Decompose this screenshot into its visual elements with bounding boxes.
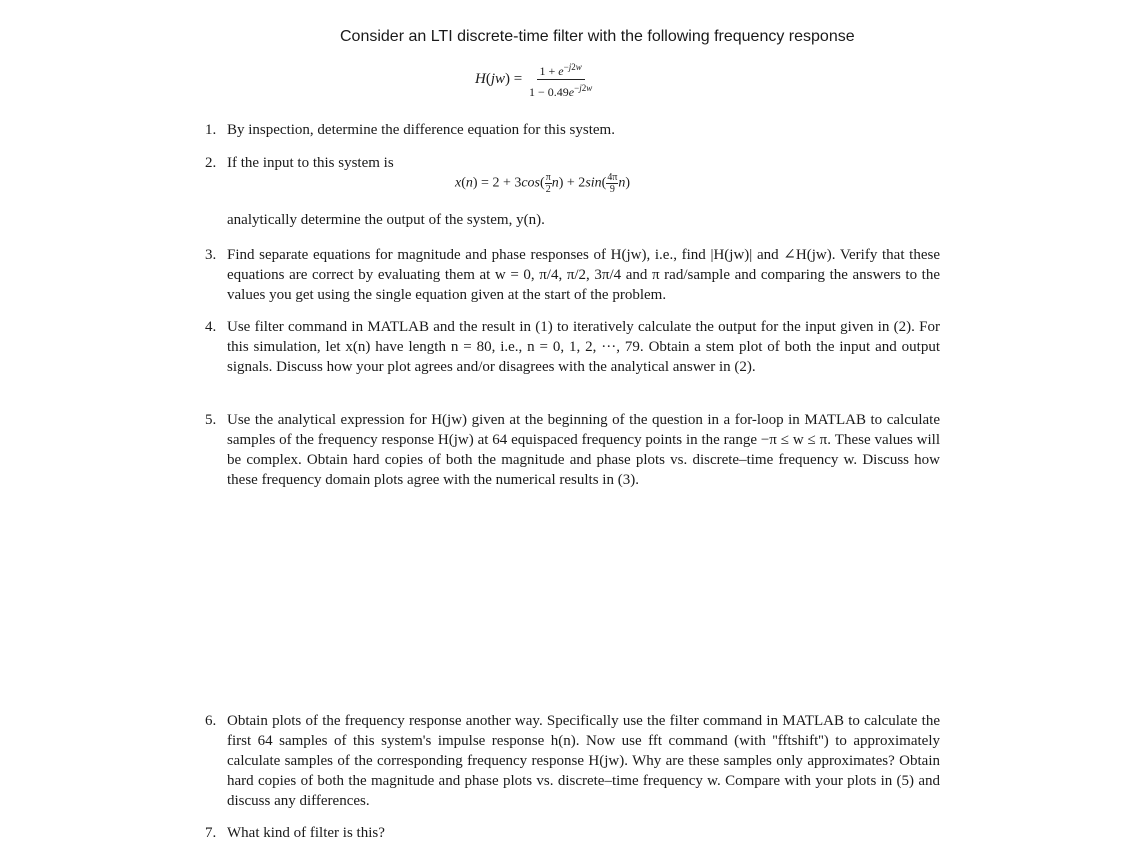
tf-num-exp: −j2w [563, 62, 582, 72]
question-number: 6. [205, 713, 217, 729]
question-number: 5. [205, 412, 217, 428]
question-text: By inspection, determine the difference equation for this system. [227, 122, 615, 138]
question-text: What kind of filter is this? [227, 825, 385, 841]
question-number: 2. [205, 155, 217, 171]
input-signal-equation: x(n) = 2 + 3cos( $\frac{\pi}{2}$ n) + 2sin( $\frac{4\pi}{9}$ n) [455, 172, 631, 195]
question-text: Use filter command in MATLAB and the result in (1) to iteratively calculate the output for the input given in (2). For this simulation, let x(n) have length n = 80, i.e., n = 0, 1, 2, ···, 79. Obtain a stem plot of both the input and output signals. Discuss how your plot agrees and/or disagrees with the analytical answer in (2). [227, 319, 940, 375]
question-text: If the input to this system is [227, 155, 394, 171]
question-text: Obtain plots of the frequency response another way. Specifically use the filter command in MATLAB to calculate the first 64 samples of this system's impulse response h(n). Now use fft command (with ''fftshift'') to approximately calculate samples of the corresponding frequency response H(jw). Why are these samples only approximates? Obtain hard copies of both the magnitude and phase plots vs. discrete–time frequency w. Compare with your plots in (5) and discuss any differences. [227, 713, 940, 809]
question-number: 7. [205, 825, 217, 841]
question-2-followup: analytically determine the output of the system, y(n). [227, 212, 545, 228]
question-number: 3. [205, 247, 217, 263]
question-6 [205, 711, 940, 811]
question-text: Find separate equations for magnitude and phase responses of H(jw), i.e., find |H(jw)| and ∠H(jw). Verify that these equations are correct by evaluating them at w = 0, π/4, π/2, 3π/4 and π rad/sample and comparing the answers to the values you get using the single equation given at the start of the problem. [227, 247, 940, 303]
tf-denominator: $1 - 0.49e^{-j2w}$ [529, 83, 593, 99]
tf-den-exp: −j2w [574, 83, 593, 93]
question-text: Use the analytical expression for H(jw) given at the beginning of the question in a for-loop in MATLAB to calculate samples of the frequency response H(jw) at 64 equispaced frequency points in the range −π ≤ w ≤ π. These values will be complex. Obtain hard copies of both the magnitude and phase plots vs. discrete–time frequency w. Discuss how these frequency domain plots agree with the numerical results in (3). [227, 412, 940, 488]
question-3 [205, 245, 940, 305]
problem-header: Consider an LTI discrete-time filter with the following frequency response [340, 28, 855, 45]
question-7 [205, 823, 940, 843]
question-5 [205, 410, 940, 490]
question-4 [205, 317, 940, 377]
tf-lhs: H(jw) = [475, 70, 523, 87]
transfer-function-equation [475, 60, 595, 99]
question-number: 1. [205, 122, 217, 138]
tf-numerator: $1 + e^{-j2w}$ [537, 60, 585, 80]
question-1 [205, 120, 940, 140]
question-number: 4. [205, 319, 217, 335]
question-2 [205, 153, 940, 173]
tf-fraction [526, 60, 595, 99]
